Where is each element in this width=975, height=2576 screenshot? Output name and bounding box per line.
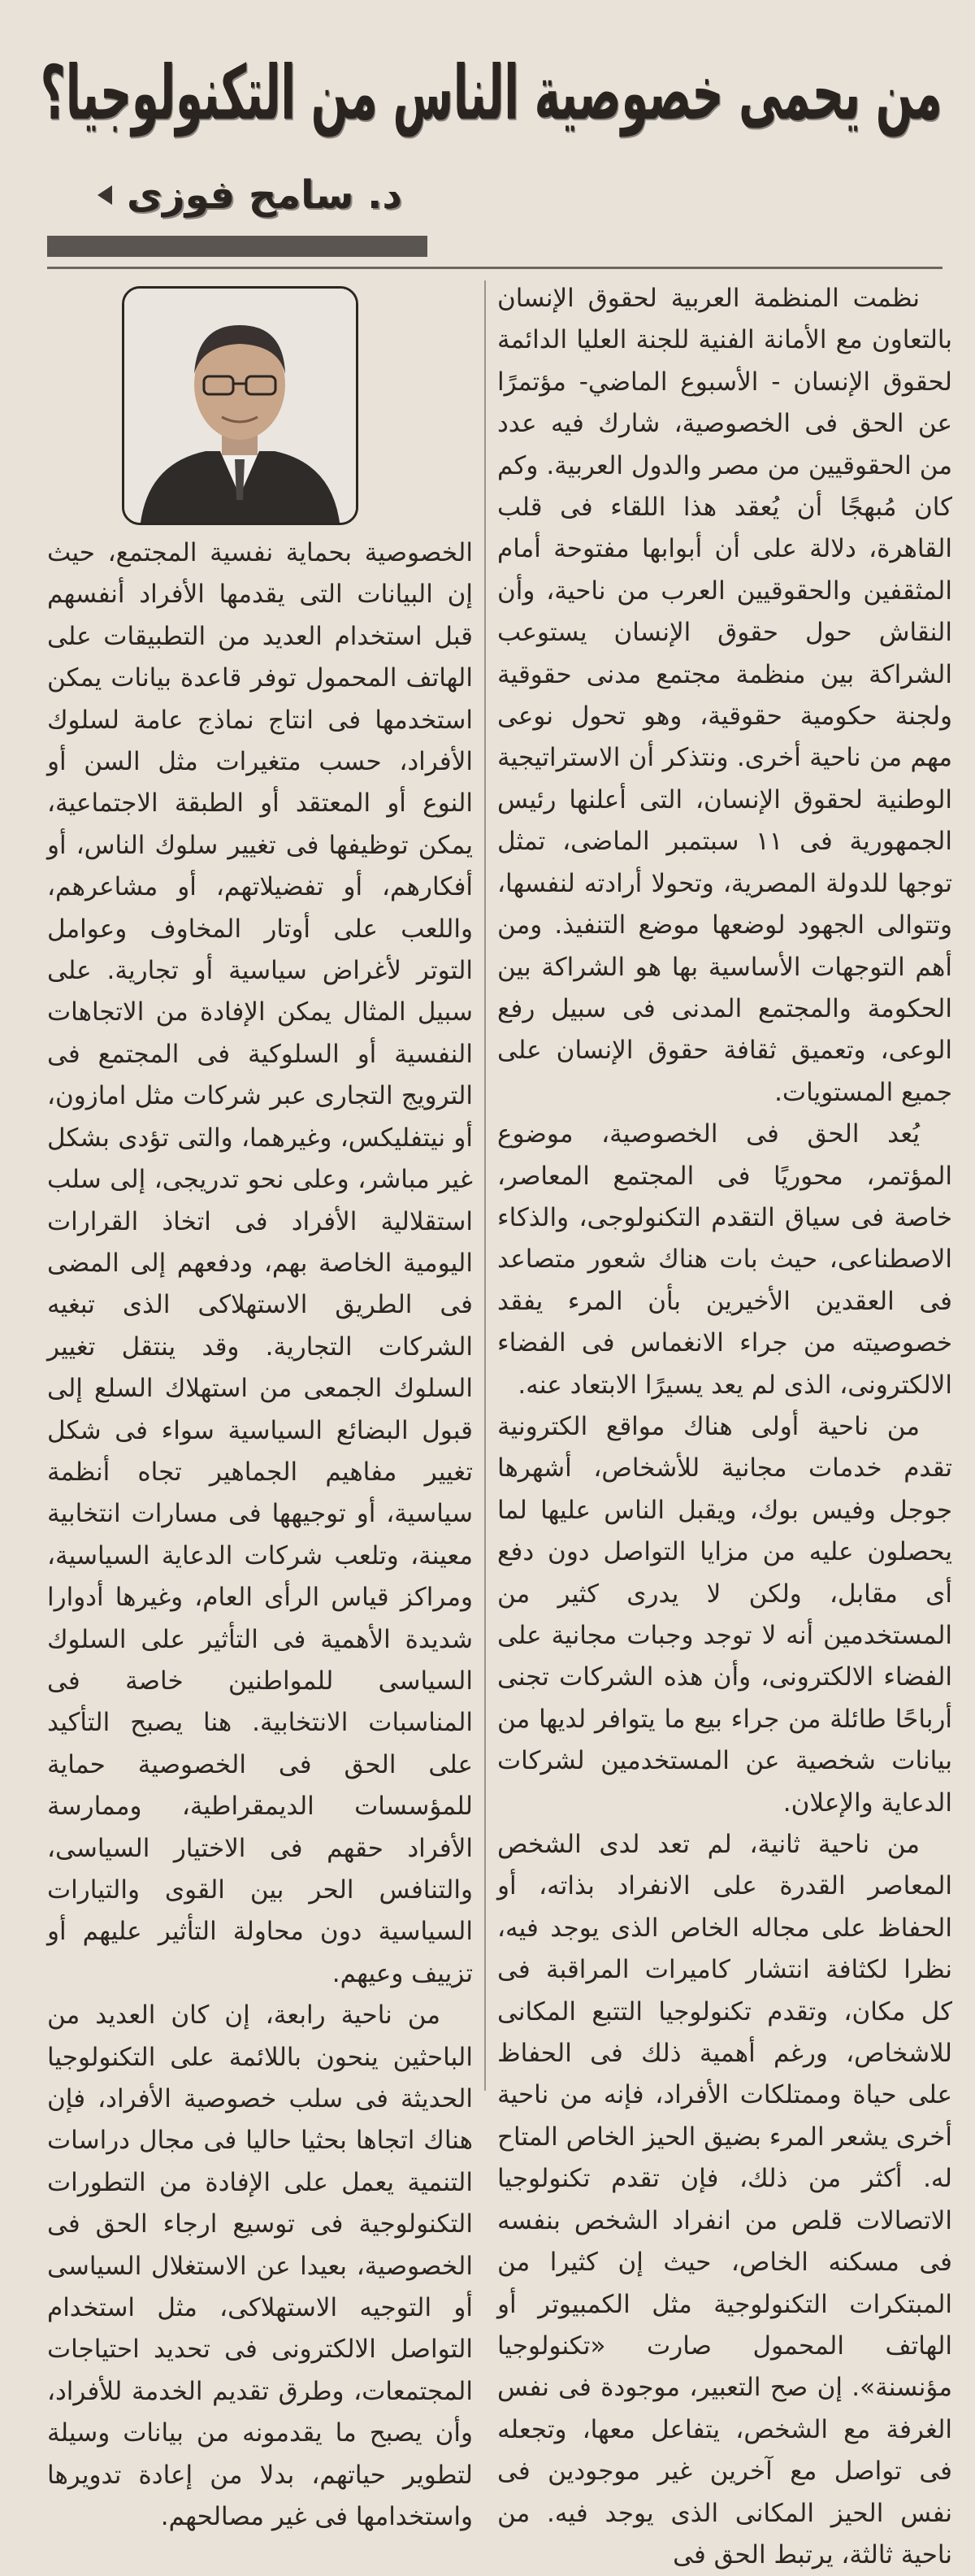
paragraph: من ناحية أولى هناك مواقع الكترونية تقدم خدمات مجانية للأشخاص، أشهرها جوجل وفيس بوك، ويقبل الناس عليها لما يحصلون عليه من مزايا التواصل دون دفع أى مقابل، ولكن لا يدرى كثير من المستخدمين أنه لا توجد وجبات مجانية على الفضاء الالكترونى، وأن هذه الشركات تجنى أرباحًا طائلة من جراء بيع ما يتوافر لديها من بيانات شخصية عن المستخدمين لشركات الدعاية والإعلان. [497,1411,952,1818]
article-title: من يحمى خصوصية الناس من التكنولوجيا؟ [40,50,942,137]
article-column-right [497,278,952,2576]
paragraph: من ناحية رابعة، إن كان العديد من الباحثين ينحون باللائمة على التكنولوجيا الحديثة فى سلب خصوصية الأفراد، فإن هناك اتجاها بحثيا حاليا فى مجال دراسات التنمية يعمل على الإفادة من التطورات التكنولوجية فى توسيع ارجاء الحق فى الخصوصية، بعيدا عن الاستغلال السياسى أو التوجيه الاستهلاكى، مثل استخدام التواصل الالكترونى فى تحديد احتياجات المجتمعات، وطرق تقديم الخدمة للأفراد، وأن يصبح ما يقدمونه من بيانات وسيلة لتطوير حياتهم، بدلا من إعادة تدويرها واستخدامها فى غير مصالحهم. [47,2000,473,2532]
author-photo [122,286,358,525]
paragraph: من ناحية ثانية، لم تعد لدى الشخص المعاصر القدرة على الانفراد بذاته، أو الحفاظ على مجاله الخاص الذى يوجد فيه، نظرا لكثافة انتشار كاميرات المراقبة فى كل مكان، وتقدم تكنولوجيا التتبع المكانى للاشخاص، ورغم أهمية ذلك فى الحفاظ على حياة وممتلكات الأفراد، فإنه من ناحية أخرى يشعر المرء بضيق الحيز الخاص المتاح له. أكثر من ذلك، فإن تقدم تكنولوجيا الاتصالات قلص من انفراد الشخص بنفسه فى مسكنه الخاص، حيث إن كثيرا من المبتكرات التكنولوجية مثل الكمبيوتر أو الهاتف المحمول صارت «تكنولوجيا مؤنسنة». إن صح التعبير، موجودة فى نفس الغرفة مع الشخص، يتفاعل معها، وتجعله فى تواصل مع آخرين غير موجودين فى نفس الحيز المكانى الذى يوجد فيه. من ناحية ثالثة، يرتبط الحق فى [497,1830,952,2569]
author-underline-bar [47,236,427,257]
author-name: د. سامح فوزى [127,172,402,218]
article-column-left [47,532,473,2539]
paragraph: نظمت المنظمة العربية لحقوق الإنسان بالتعاون مع الأمانة الفنية للجنة العليا الدائمة لحقوق الإنسان - الأسبوع الماضي- مؤتمرًا عن الحق فى الخصوصية، شارك فيه عدد من الحقوقيين من مصر والدول العربية. وكم كان مُبهجًا أن يُعقد هذا اللقاء فى قلب القاهرة، دلالة على أن أبوابها مفتوحة أمام المثقفين والحقوقيين العرب من ناحية، وأن النقاش حول حقوق الإنسان يستوعب الشراكة بين منظمة مجتمع مدنى حقوقية ولجنة حكومية حقوقية، وهو تحول نوعى مهم من ناحية أخرى. ونتذكر أن الاستراتيجية الوطنية لحقوق الإنسان، التى أعلنها رئيس الجمهورية فى ١١ سبتمبر الماضى، تمثل توجها للدولة المصرية، وتحولا أرادته لنفسها، وتتوالى الجهود لوضعها موضع التنفيذ. ومن أهم التوجهات الأساسية بها هو الشراكة بين الحكومة والمجتمع المدنى فى سبيل رفع الوعى، وتعميق ثقافة حقوق الإنسان على جميع المستويات. [497,284,952,1107]
article-title-container [41,33,942,154]
triangle-bullet-icon [98,185,112,205]
header-divider [47,267,942,269]
paragraph: الخصوصية بحماية نفسية المجتمع، حيث إن البيانات التى يقدمها الأفراد أنفسهم قبل استخدام العديد من التطبيقات على الهاتف المحمول توفر قاعدة بيانات يمكن استخدمها فى انتاج نماذج عامة لسلوك الأفراد، حسب متغيرات مثل السن أو النوع أو المعتقد أو الطبقة الاجتماعية، يمكن توظيفها فى تغيير سلوك الناس، أو أفكارهم، أو تفضيلاتهم، أو مشاعرهم، واللعب على أوتار المخاوف وعوامل التوتر لأغراض سياسية أو تجارية. على سبيل المثال يمكن الإفادة من الاتجاهات النفسية أو السلوكية فى المجتمع فى الترويج التجارى عبر شركات مثل امازون، أو نيتفليكس، وغيرهما، والتى تؤدى بشكل غير مباشر، وعلى نحو تدريجى، إلى سلب استقلالية الأفراد فى اتخاذ القرارات اليومية الخاصة بهم، ودفعهم إلى المضى فى الطريق الاستهلاكى الذى تبغيه الشركات التجارية. وقد ينتقل تغيير السلوك الجمعى من استهلاك السلع إلى قبول البضائع السياسية سواء فى شكل تغيير مفاهيم الجماهير تجاه أنظمة سياسية، أو توجيهها فى مسارات انتخابية معينة، وتلعب شركات الدعاية السياسية، ومراكز قياس الرأى العام، وغيرها أدوارا شديدة الأهمية فى التأثير على السلوك السياسى للمواطنين خاصة فى المناسبات الانتخابية. هنا يصبح التأكيد على الحق فى الخصوصية حماية للمؤسسات الديمقراطية، وممارسة الأفراد حقهم فى الاختيار السياسى، والتنافس الحر بين القوى والتيارات السياسية دون محاولة التأثير عليهم أو تزييف وعيهم. [47,538,473,1988]
column-divider [484,280,486,2091]
author-byline [98,167,402,224]
paragraph: يُعد الحق فى الخصوصية، موضوع المؤتمر، محوريًا فى المجتمع المعاصر، خاصة فى سياق التقدم التكنولوجى، والذكاء الاصطناعى، حيث بات هناك شعور متصاعد فى العقدين الأخيرين بأن المرء يفقد خصوصيته من جراء الانغماس فى الفضاء الالكترونى، الذى لم يعد يسيرًا الابتعاد عنه. [497,1119,952,1400]
